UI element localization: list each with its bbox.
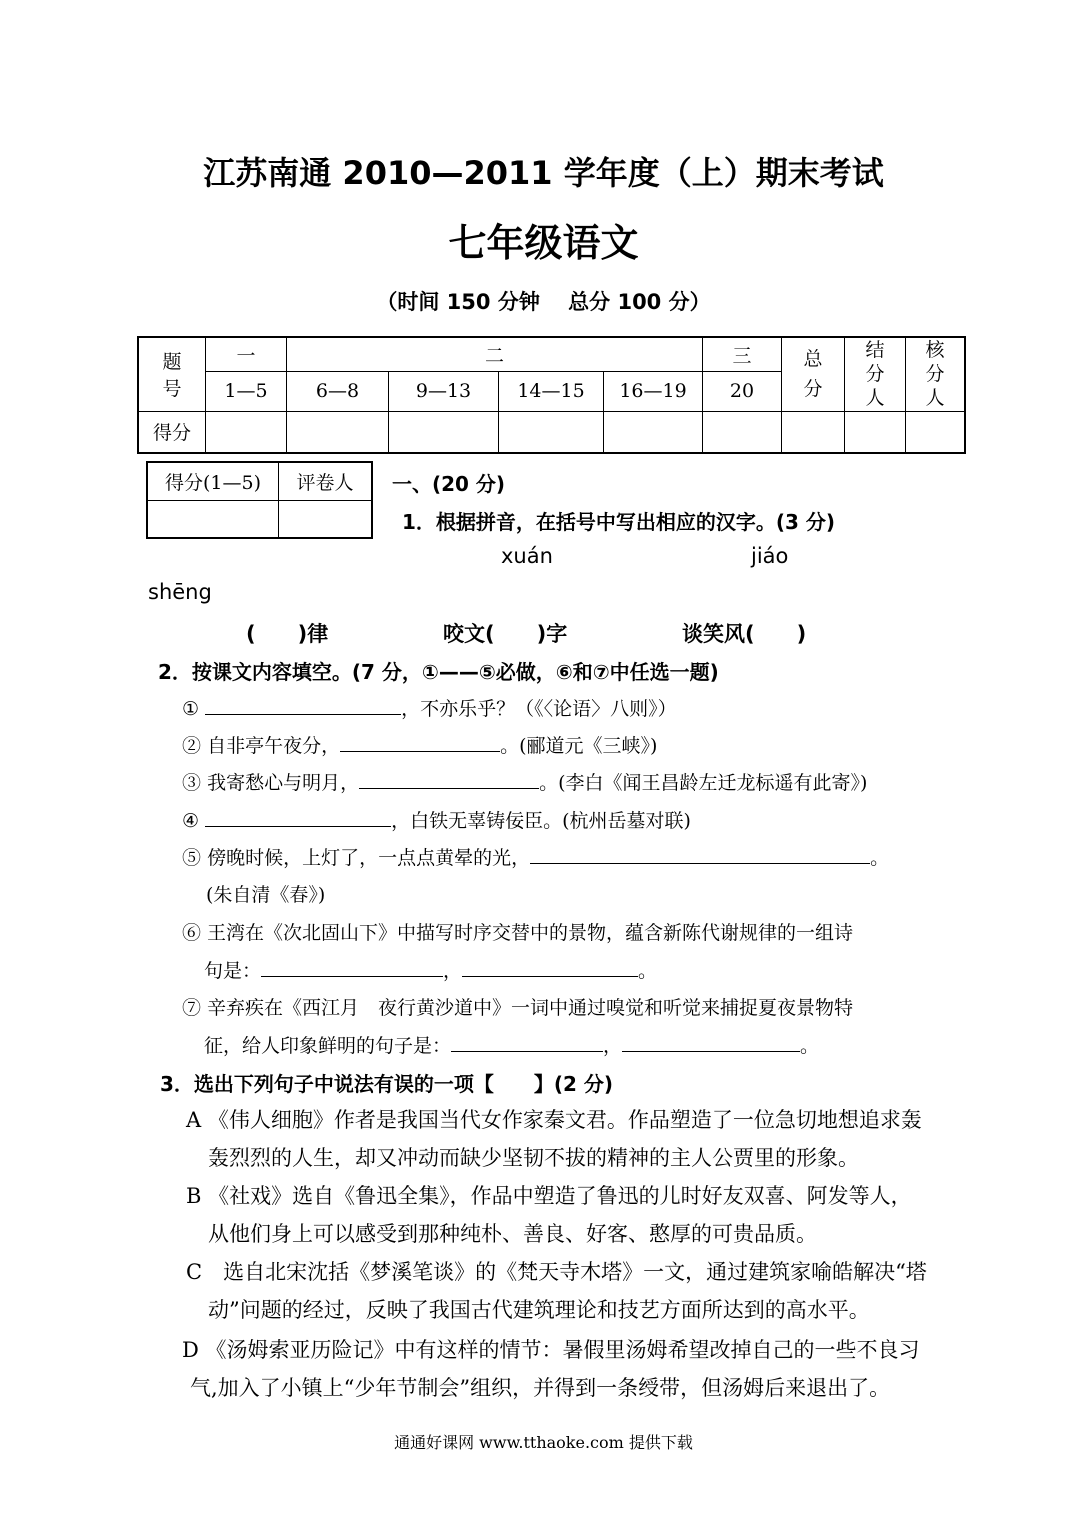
option-d-line-1: D 《汤姆索亚历险记》中有这样的情节：暑假里汤姆希望改掉自己的一些不良习 [182,1338,920,1362]
answer-blank[interactable] [622,1033,800,1052]
line-text: ， [443,960,463,982]
line-number: ③ [182,772,202,794]
option-c-line-1: C 选自北宋沈括《梦溪笔谈》的《梵天寺木塔》一文，通过建筑家喻皓解决“塔 [186,1260,927,1284]
answer-blank[interactable] [451,1033,603,1052]
option-b-line-2: 从他们身上可以感受到那种纯朴、善良、好客、憨厚的可贵品质。 [208,1222,817,1246]
section-score-header: 得分(1—5) [147,462,279,500]
line-text: ，白铁无辜铸佞臣。(杭州岳墓对联) [391,810,691,832]
header-char: 题 [162,351,182,374]
section-1-header: 一 [206,337,287,371]
answer-blank[interactable] [205,696,401,715]
option-c-line-2: 动”问题的经过，反映了我国古代建筑理论和技艺方面所达到的高水平。 [208,1298,870,1322]
line-text: 。 [638,960,658,982]
exam-title: 江苏南通 2010—2011 学年度（上）期末考试 [203,154,884,192]
fill-line-5 [182,843,889,870]
score-cell[interactable] [604,411,703,453]
fill-line-2 [182,731,657,758]
range-cell: 20 [703,371,782,411]
range-cell: 16—19 [604,371,703,411]
fill-line-3 [182,768,867,795]
fill-line-6: ⑥ 王湾在《次北固山下》中描写时序交替中的景物，蕴含新陈代谢规律的一组诗 [182,922,854,944]
line-number: ⑤ [182,847,202,869]
line-text: ， [603,1035,623,1057]
line-text: 。 [800,1035,820,1057]
line-number: ④ [182,810,200,832]
fill-line-7: ⑦ 辛弃疾在《西江月 夜行黄沙道中》一词中通过嗅觉和听觉来捕捉夏夜景物特 [182,997,854,1019]
line-text: ，不亦乐乎？（《〈论语〉八则》） [401,698,677,720]
fill-line-4 [182,806,691,833]
checker-header: 核 分 人 [906,337,966,411]
answer-blank[interactable] [205,808,391,827]
score-cell[interactable] [906,411,966,453]
answer-item-2: 咬文( )字 [443,622,568,646]
exam-time-info: （时间 150 分钟 总分 100 分） [376,290,711,314]
section-score-cell[interactable] [147,500,279,538]
score-cell[interactable] [389,411,499,453]
answer-blank[interactable] [462,958,638,977]
line-text: 傍晚时候，上灯了，一点点黄晕的光， [207,847,531,869]
page-footer: 通通好课网 www.tthaoke.com 提供下载 [394,1433,693,1452]
answer-blank[interactable] [261,958,443,977]
section-2-header: 二 [287,337,703,371]
option-b-line-1: B 《社戏》选自《鲁迅全集》，作品中塑造了鲁迅的儿时好友双喜、阿发等人， [186,1184,912,1208]
grader-cell[interactable] [279,500,373,538]
line-text: 自非亭午夜分， [207,735,341,757]
line-number: ① [182,698,200,720]
header-char: 号 [162,378,182,401]
section-3-header: 三 [703,337,782,371]
option-a-line-1: A 《伟人细胞》作者是我国当代女作家秦文君。作品塑造了一位急切地想追求轰 [186,1108,922,1132]
answer-blank[interactable] [359,770,539,789]
line-text: 句是： [204,960,262,982]
score-cell[interactable] [782,411,845,453]
grader-header: 评卷人 [279,462,373,500]
part1-heading: 一、(20 分) [392,472,506,496]
exam-subject: 七年级语文 [448,221,639,265]
total-score-header: 总 分 [782,337,845,411]
fill-line-6-cont [204,956,657,983]
question-1: 1．根据拼音，在括号中写出相应的汉字。(3 分) [402,510,836,534]
line-text: 。(李白《闻王昌龄左迁龙标遥有此寄》) [539,772,868,794]
fill-line-1 [182,694,677,721]
line-text: 我寄愁心与明月， [207,772,360,794]
pinyin-sheng: shēng [148,580,212,604]
answer-blank[interactable] [530,845,870,864]
fill-line-7-cont [204,1031,819,1058]
range-cell: 14—15 [499,371,604,411]
question-3: 3．选出下列句子中说法有误的一项【 】(2 分) [160,1072,614,1096]
question-2: 2．按课文内容填空。(7 分，①——⑤必做，⑥和⑦中任选一题) [158,660,719,684]
line-text: 征，给人印象鲜明的句子是： [204,1035,452,1057]
pinyin-jiao: jiáo [751,544,789,568]
score-row-label: 得分 [138,411,206,453]
score-cell[interactable] [499,411,604,453]
pinyin-xuan: xuán [501,544,553,568]
fill-line-5-cont: (朱自清《春》) [206,884,326,906]
score-cell[interactable] [206,411,287,453]
line-text: 。 [870,847,890,869]
scorer-header: 结 分 人 [845,337,906,411]
line-number: ② [182,735,202,757]
option-a-line-2: 轰烈烈的人生，却又冲动而缺少坚韧不拔的精神的主人公贾里的形象。 [208,1146,859,1170]
range-cell: 1—5 [206,371,287,411]
score-table [137,336,966,454]
answer-blank[interactable] [340,733,500,752]
question-number-header [138,337,206,411]
line-text: 。(郦道元《三峡》) [500,735,658,757]
answer-item-1: ( )律 [246,622,329,646]
answer-item-3: 谈笑风( ) [682,622,807,646]
option-d-line-2: 气,加入了小镇上“少年节制会”组织，并得到一条绶带，但汤姆后来退出了。 [190,1376,891,1400]
score-cell[interactable] [703,411,782,453]
range-cell: 6—8 [287,371,389,411]
score-cell[interactable] [845,411,906,453]
section-score-table [146,461,373,539]
score-cell[interactable] [287,411,389,453]
range-cell: 9—13 [389,371,499,411]
